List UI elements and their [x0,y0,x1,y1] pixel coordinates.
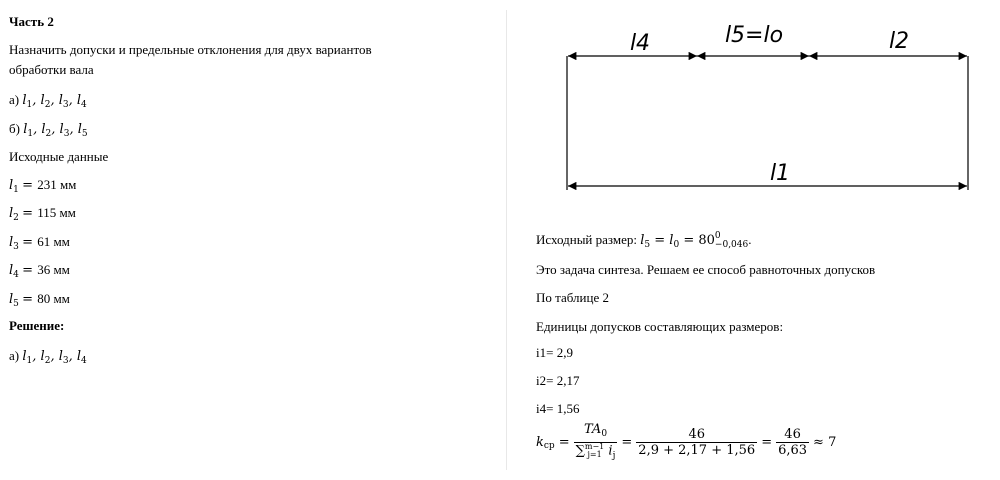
given-l5-value: 80 мм [37,291,70,306]
variant-a: а) $l_1$, $l_2$, $l_3$, $l_4$ [9,92,87,110]
variant-b: б) $l_1$, $l_2$, $l_3$, $l_5$ [9,121,88,139]
table-reference: По таблице 2 [536,290,609,305]
given-l4-value: 36 мм [37,262,70,277]
k-subscript: cp [543,441,555,452]
k-symbol: k [536,435,544,451]
dim-label-l5: l5=lo [724,23,784,48]
dim-label-l2: l2 [888,29,910,54]
solution-prefix: а) [9,348,20,363]
unit-i4: i4= 1,56 [536,401,580,416]
synthesis-text: Это задача синтеза. Решаем ее способ равноточных допусков [536,262,876,277]
source-data-heading: Исходные данные [9,149,109,164]
given-l2: $l_2 = 115$ мм [9,205,76,223]
solution-variant-a: а) $l_1$, $l_2$, $l_3$, $l_4$ [9,348,87,366]
fraction-general: $TA_0$ ∑ m−1 j=1 $i_j$ [575,422,616,461]
task-line-2: обработки вала [9,62,94,77]
variant-b-prefix: б) [9,121,20,136]
right-column [536,0,991,480]
fraction-simplified: $\frac{46}{6,63}$ [778,427,808,459]
dim-label-l1: l1 [769,161,791,186]
unit-i1: i1= 2,9 [536,345,573,360]
initial-size-value: 80 [698,233,715,248]
unit-i2: i2= 2,17 [536,373,580,388]
given-l1-value: 231 мм [37,177,77,192]
given-l3: $l_3 = 61$ мм [9,234,70,252]
given-l2-value: 115 мм [37,205,76,220]
given-l3-value: 61 мм [37,234,70,249]
k-formula: k $_{cp}$ = $TA_0$ ∑ m−1 j=1 $i_j$ = $\frac{46}{2,9 + 2,17 + 1,56}$ = $\frac{46}{6,63}$ ≈ 7 [536,422,840,464]
initial-size: Исходный размер: $l_5 = l_0 = 80$ 0 −0,046 . [536,231,752,251]
fraction-substituted: $\frac{46}{2,9 + 2,17 + 1,56}$ [638,427,756,459]
given-l4: $l_4 = 36$ мм [9,262,70,280]
given-l5: $l_5 = 80$ мм [9,291,70,309]
solution-heading: Решение: [9,318,65,333]
dim-label-l4: l4 [629,31,651,56]
initial-size-label: Исходный размер: [536,232,641,247]
lower-deviation: −0,046 [714,240,749,251]
upper-deviation: 0 [714,231,721,242]
formula-result: ≈ 7 [813,435,837,451]
variant-a-prefix: а) [9,92,20,107]
part-heading: Часть 2 [9,14,54,29]
given-l1: $l_1 = 231$ мм [9,177,77,195]
task-line-1: Назначить допуски и предельные отклонения для двух вариантов [9,42,372,57]
units-heading: Единицы допусков составляющих размеров: [536,319,784,334]
